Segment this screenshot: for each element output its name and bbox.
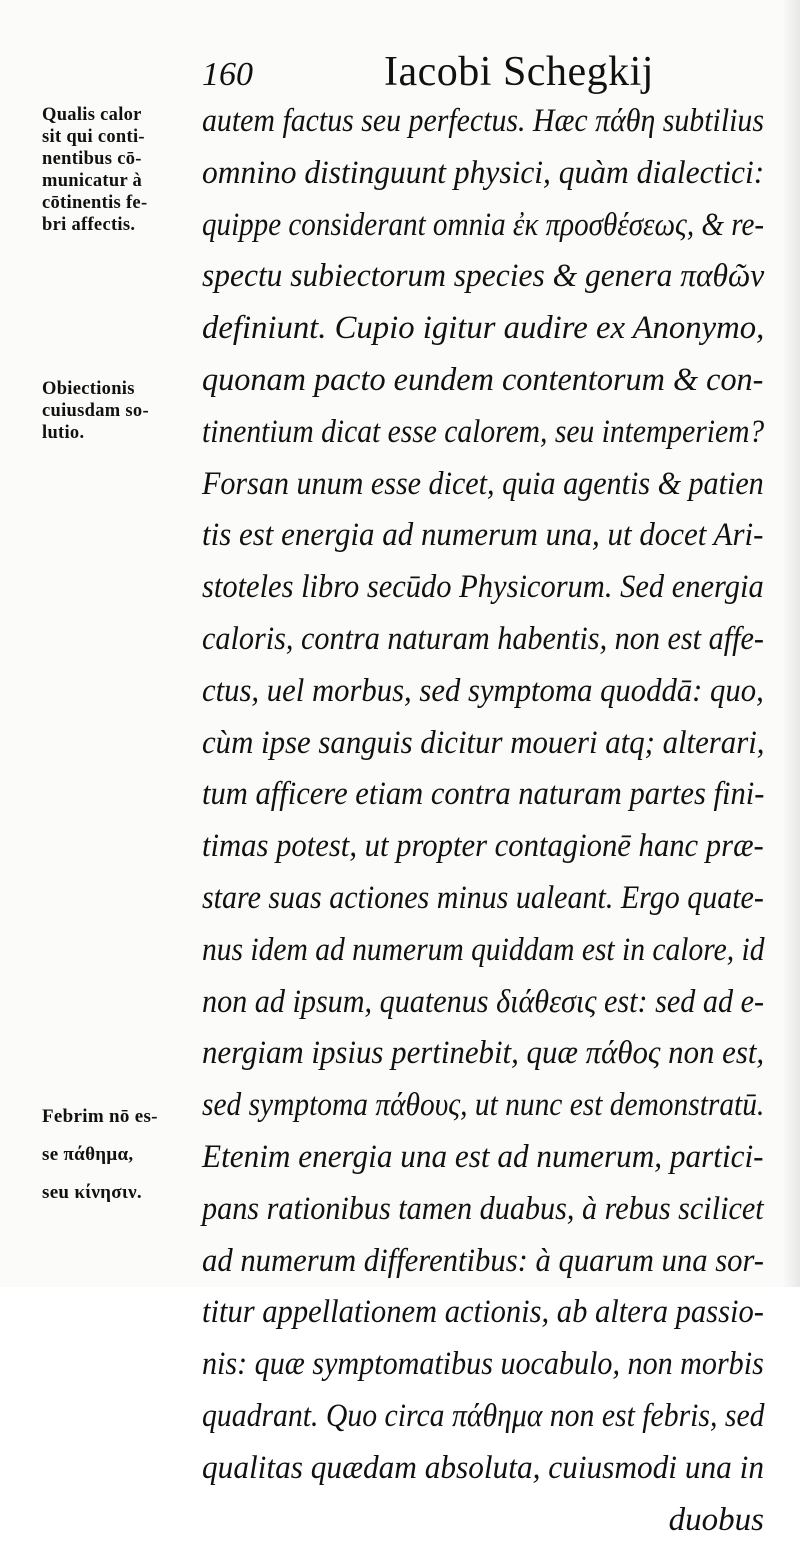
text-line: sed symptoma πάθους, ut nunc est demonstratū. — [202, 1087, 765, 1124]
text-line: omnino distinguunt physici, quàm dialectici: — [202, 154, 765, 191]
text-line: qualitas quædam absoluta, cuiusmodi una in — [202, 1449, 765, 1486]
margin-note-line: se πάθημα, — [42, 1144, 134, 1165]
margin-note-line: cōtinentis fe- — [42, 193, 148, 213]
text-line: titur appellationem actionis, ab altera passio- — [202, 1294, 764, 1331]
text-line: tinentium dicat esse calorem, seu intemperiem? — [202, 413, 765, 450]
page-number: 160 — [202, 56, 253, 93]
text-line: pans rationibus tamen duabus, à rebus scilicet — [202, 1190, 764, 1227]
text-line: timas potest, ut propter contagionē hanc præ- — [202, 828, 764, 865]
text-line: tis est energia ad numerum una, ut docet Ari- — [202, 517, 764, 554]
text-line: ad numerum differentibus: à quarum una sor- — [202, 1242, 764, 1279]
margin-note-line: seu κίνησιν. — [42, 1182, 142, 1203]
text-line: stare suas actiones minus ualeant. Ergo quate- — [202, 879, 764, 916]
text-line: autem factus seu perfectus. Hæc πάθη subtilius — [202, 103, 764, 139]
margin-note-line: municatur à — [42, 171, 143, 191]
text-line: quonam pacto eundem contentorum & con- — [202, 361, 764, 398]
margin-note-line: Qualis calor — [42, 105, 142, 125]
text-line: ctus, uel morbus, sed symptoma quoddā: quo, — [202, 672, 764, 709]
text-line: cùm ipse sanguis dicitur moueri atq; alterari, — [202, 724, 765, 761]
margin-note-obiectionis — [42, 378, 192, 444]
margin-note-calor — [42, 104, 192, 236]
text-line: stoteles libro secūdo Physicorum. Sed energia — [202, 569, 764, 606]
text-line: nus idem ad numerum quiddam est in calore, id — [202, 931, 765, 968]
margin-note-line: Febrim nō es- — [42, 1106, 158, 1127]
text-line: spectu subiectorum species & genera παθῶν — [202, 258, 765, 295]
text-line: definiunt. Cupio igitur audire ex Anonymo, — [202, 310, 765, 347]
catchword: duobus — [668, 1501, 764, 1538]
text-line: non ad ipsum, quatenus διάθεσις est: sed ad e- — [202, 983, 765, 1020]
margin-note-febrim — [42, 1098, 192, 1212]
main-text-block — [202, 96, 764, 1546]
text-line: Etenim energia una est ad numerum, partici- — [202, 1138, 764, 1175]
running-head: Iacobi Schegkij — [384, 49, 654, 95]
margin-note-line: Obiectionis — [42, 379, 135, 399]
page-header — [196, 46, 756, 94]
text-line: quadrant. Quo circa πάθημα non est febris, sed — [202, 1397, 765, 1434]
page-edge-shadow — [782, 0, 800, 1287]
margin-note-line: cuiusdam so- — [42, 401, 149, 421]
text-line: nis: quæ symptomatibus uocabulo, non morbis — [202, 1346, 764, 1383]
margin-note-line: sit qui conti- — [42, 127, 145, 147]
text-line: tum afficere etiam contra naturam partes fini- — [202, 776, 765, 813]
text-line: caloris, contra naturam habentis, non est affe- — [202, 620, 764, 657]
margin-note-line: nentibus cō- — [42, 149, 142, 169]
margin-note-line: lutio. — [42, 423, 85, 443]
text-line: quippe considerant omnia ἐκ προσθέσεως, & re- — [202, 206, 765, 243]
margin-note-line: bri affectis. — [42, 215, 136, 235]
text-line: Forsan unum esse dicet, quia agentis & patien — [202, 465, 764, 502]
text-line: nergiam ipsius pertinebit, quæ πάθος non est, — [202, 1035, 765, 1072]
